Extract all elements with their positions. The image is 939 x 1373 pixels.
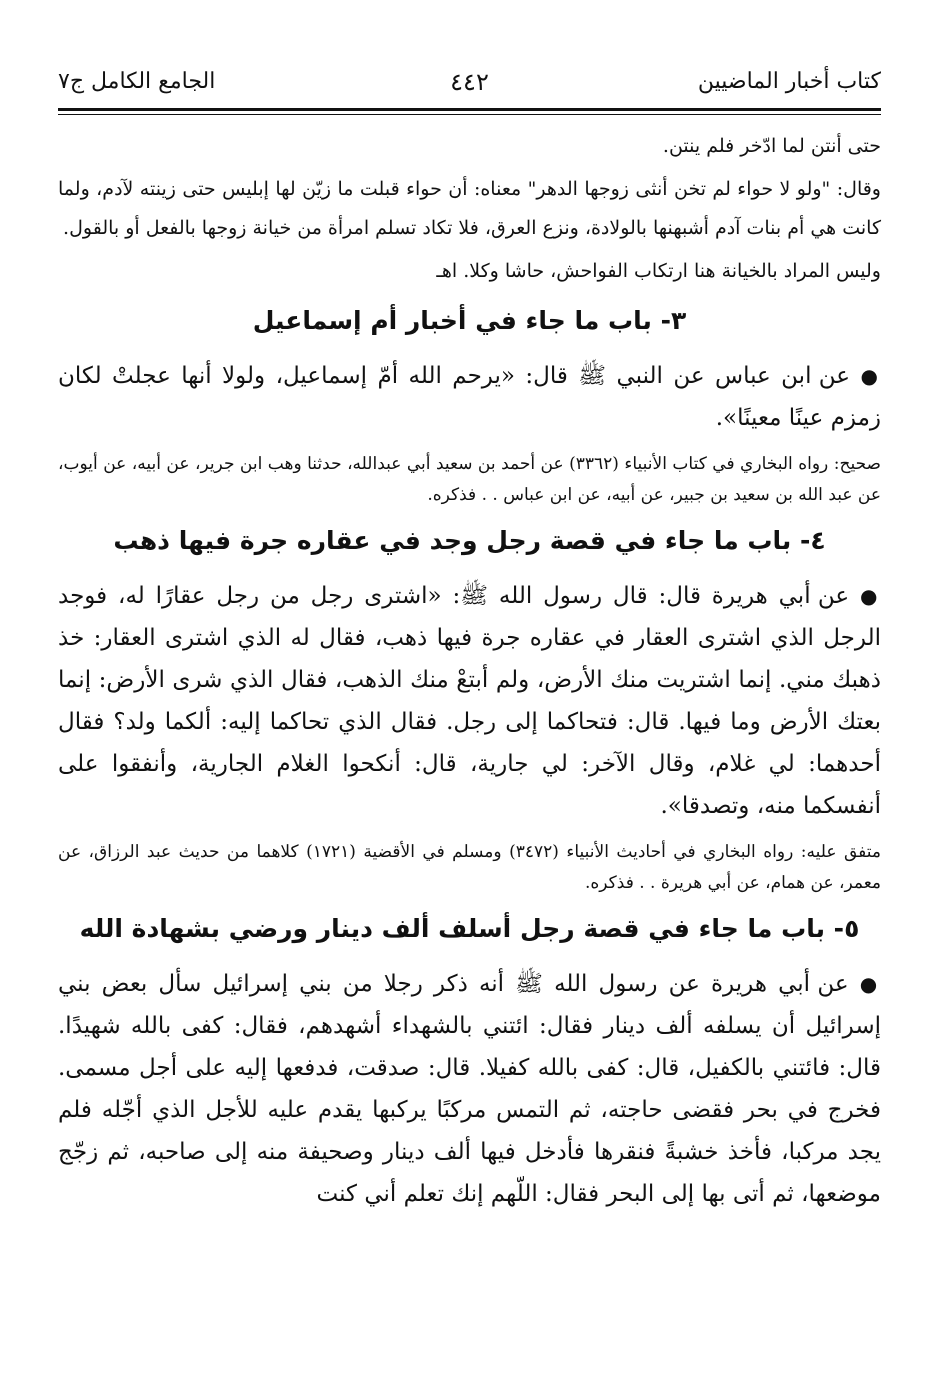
page-number: ٤٤٢ (450, 68, 489, 96)
intro-paragraph-1: حتى أنتن لما ادّخر فلم ينتن. (662, 135, 881, 157)
intro-paragraph-3: وليس المراد بالخيانة هنا ارتكاب الفواحش، حاشا وكلا. اهـ (436, 260, 881, 282)
header-rule-thin (58, 114, 881, 115)
hadith-source-3: صحيح: رواه البخاري في كتاب الأنبياء (٣٣٦٢) عن أحمد بن سعيد أبي عبدالله، حدثنا وهب ابن جرير، عن أبيه، عن أيوب، عن عبد الله بن سعيد بن جبير، عن أبيه، عن ابن عباس . . فذكره. (58, 454, 881, 505)
intro-paragraph-2: وقال: "ولو لا حواء لم تخن أنثى زوجها الدهر" معناه: أن حواء قبلت ما زيّن لها إبليس حتى زينته لآدم، ولما كانت هي أم بنات آدم أشبهنها بالولادة، ونزع العرق، فلا تكاد تسلم امرأة من خيانة زوجها بالفعل أو بالقول. (58, 178, 881, 239)
hadith-source-4: متفق عليه: رواه البخاري في أحاديث الأنبياء (٣٤٧٢) ومسلم في الأقضية (١٧٢١) كلاهما من حديث عبد الرزاق، عن معمر، عن همام، عن أبي هريرة . . فذكره. (58, 842, 881, 893)
running-header (58, 60, 881, 104)
section-heading-4: ٤- باب ما جاء في قصة رجل وجد في عقاره جرة فيها ذهب (113, 526, 826, 555)
hadith-text-5 (58, 963, 881, 1215)
hadith-body-3: عن ابن عباس عن النبي ﷺ قال: «يرحم الله أمّ إسماعيل، ولولا أنها عجلتْ لكان زمزم عينًا معينًا». (58, 363, 881, 431)
hadith-text-3 (58, 355, 881, 439)
hadith-body-4: عن أبي هريرة قال: قال رسول الله ﷺ: «اشترى رجل من رجل عقارًا له، فوجد الرجل الذي اشترى العقار في عقاره جرة فيها ذهب، فقال له الذي اشترى العقار: خذ ذهبك مني. إنما اشتريت منك الأرض، ولم أبتعْ منك الذهب، فقال الذي شرى الأرض: إنما بعتك الأرض وما فيها. قال: فتحاكما إلى رجل. فقال الذي تحاكما إليه: ألكما ولد؟ فقال أحدهما: لي غلام، وقال الآخر: لي جارية، قال: أنكحوا الغلام الجارية، وأنفقوا على أنفسكما منه، وتصدقا». (58, 583, 881, 819)
hadith-text-4 (58, 575, 881, 827)
header-rule-thick (58, 108, 881, 111)
bullet-icon: ● (860, 364, 881, 388)
book-volume-title: الجامع الكامل ج٧ (58, 69, 216, 94)
bullet-icon: ● (859, 972, 881, 996)
section-heading-5: ٥- باب ما جاء في قصة رجل أسلف ألف دينار ورضي بشهادة الله (79, 914, 860, 943)
book-page (58, 60, 881, 1373)
bullet-icon: ● (860, 584, 881, 608)
hadith-body-5: عن أبي هريرة عن رسول الله ﷺ أنه ذكر رجلا من بني إسرائيل سأل بعض بني إسرائيل أن يسلفه ألف دينار فقال: ائتني بالشهداء أشهدهم، فقال: كفى بالله شهيدًا. قال: فائتني بالكفيل، قال: كفى بالله كفيلا. قال: صدقت، فدفعها إليه على أجل مسمى. فخرج في بحر فقضى حاجته، ثم التمس مركبًا يركبها يقدم عليه للأجل الذي أجّله فلم يجد مركبا، فأخذ خشبةً فنقرها فأدخل فيها ألف دينار وصحيفة منه إلى صاحبه، ثم زجّج موضعها، ثم أتى بها إلى البحر فقال: اللّهم إنك تعلم أني كنت (58, 971, 881, 1207)
book-section-title: كتاب أخبار الماضيين (697, 69, 881, 94)
section-heading-3: ٣- باب ما جاء في أخبار أم إسماعيل (252, 306, 687, 335)
